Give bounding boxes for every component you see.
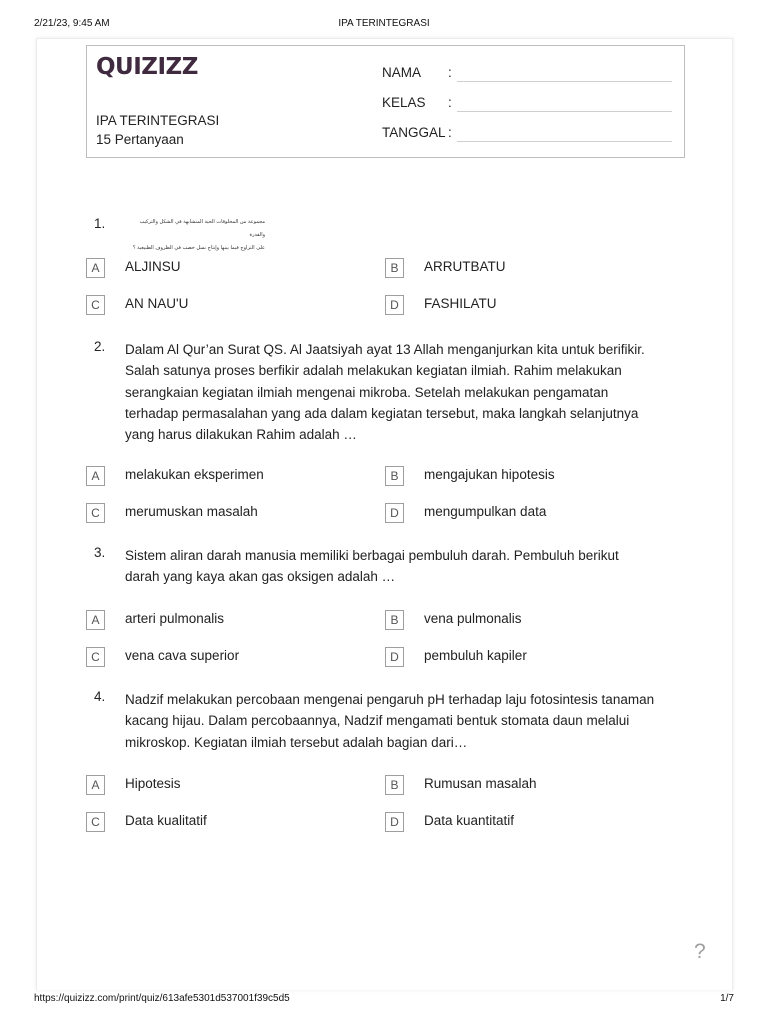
field-label: NAMA (382, 65, 422, 80)
name-field (382, 65, 677, 85)
question-text-line: serangkaian kegiatan ilmiah mengenai mikroba. Setelah melakukan pengamatan (125, 384, 609, 400)
option-text: ARRUTBATU (424, 259, 506, 274)
date-field (382, 125, 677, 145)
option-text: AN NAU'U (125, 296, 189, 311)
question-text-line: kacang hijau. Dalam percobaannya, Nadzif mengamati bentuk stomata daun melalui (125, 713, 630, 729)
option-letter-box: B (385, 775, 404, 795)
option-text: mengumpulkan data (424, 504, 547, 519)
question-text-line: Nadzif melakukan percobaan mengenai pengaruh pH terhadap laju fotosintesis tanaman (125, 692, 655, 707)
option-a[interactable] (86, 466, 366, 486)
option-letter-box: A (86, 466, 105, 486)
option-text: arteri pulmonalis (125, 611, 225, 626)
class-write-line (457, 111, 672, 112)
option-text: vena pulmonalis (424, 611, 522, 626)
option-c[interactable] (86, 647, 366, 667)
question-text (125, 339, 685, 445)
question-number: 1. (94, 216, 106, 231)
option-text: Data kualitatif (125, 813, 207, 828)
question-text-line: mikroskop. Kegiatan ilmiah tersebut adalah bagian dari… (125, 734, 468, 750)
option-letter-box: C (86, 812, 105, 832)
field-colon: : (448, 95, 452, 110)
question-text (125, 545, 685, 588)
option-d[interactable] (385, 503, 665, 523)
option-text: melakukan eksperimen (125, 467, 264, 482)
field-label: KELAS (382, 95, 426, 110)
print-date: 2/21/23, 9:45 AM (34, 18, 110, 29)
question-text-line: على التزاوج فيما بينها وإنتاج نسل خصب في الظروف الطبيعية ؟ (132, 245, 265, 251)
option-letter-box: D (385, 812, 404, 832)
print-header (0, 0, 768, 40)
option-d[interactable] (385, 647, 665, 667)
option-letter-box: A (86, 258, 105, 278)
option-b[interactable] (385, 258, 665, 278)
option-text: vena cava superior (125, 648, 240, 663)
quiz-info-box (86, 45, 685, 158)
option-text: pembuluh kapiler (424, 648, 527, 663)
option-letter-box: B (385, 610, 404, 630)
help-icon[interactable]: ? (694, 940, 706, 963)
question-number: 3. (94, 545, 106, 560)
option-letter-box: A (86, 610, 105, 630)
option-d[interactable] (385, 295, 665, 315)
option-a[interactable] (86, 258, 366, 278)
option-letter-box: B (385, 258, 404, 278)
question-text (125, 689, 685, 753)
question-text-line: darah yang kaya akan gas oksigen adalah … (125, 569, 396, 585)
option-letter-box: B (385, 466, 404, 486)
class-field (382, 95, 677, 115)
option-c[interactable] (86, 295, 366, 315)
question-text-line: Dalam Al Qur’an Surat QS. Al Jaatsiyah ayat 13 Allah menganjurkan kita untuk berifikir. (125, 342, 645, 357)
page-url: https://quizizz.com/print/quiz/613afe5301d537001f39c5d5 (34, 993, 290, 1004)
question-text-line: yang harus dilakukan Rahim adalah … (125, 427, 357, 443)
option-b[interactable] (385, 610, 665, 630)
option-a[interactable] (86, 610, 366, 630)
option-letter-box: C (86, 295, 105, 315)
option-text: Hipotesis (125, 776, 181, 791)
question-text (125, 216, 265, 255)
option-b[interactable] (385, 466, 665, 486)
option-letter-box: D (385, 503, 404, 523)
field-colon: : (448, 65, 452, 80)
quizizz-logo: QUIZIZZ (96, 54, 198, 80)
question-text-line: terhadap permasalahan yang ada dalam kegiatan tersebut, maka langkah selanjutnya (125, 405, 639, 421)
question-number: 2. (94, 339, 106, 354)
field-colon: : (448, 125, 452, 140)
question-text-line: Sistem aliran darah manusia memiliki berbagai pembuluh darah. Pembuluh berikut (125, 548, 619, 563)
option-text: mengajukan hipotesis (424, 467, 555, 482)
option-text: merumuskan masalah (125, 504, 258, 519)
question-text-line: Salah satunya proses berfikir adalah melakukan kegiatan ilmiah. Rahim melakukan (125, 363, 622, 379)
name-write-line (457, 81, 672, 82)
question-count: 15 Pertanyaan (96, 132, 184, 147)
option-text: Data kuantitatif (424, 813, 515, 828)
option-letter-box: C (86, 647, 105, 667)
option-text: ALJINSU (125, 259, 181, 274)
date-write-line (457, 141, 672, 142)
question-text-line: مجموعة من المخلوقات الحية المتشابهة في الشكل والتركيب والقدرة (139, 219, 265, 238)
option-letter-box: A (86, 775, 105, 795)
question-number: 4. (94, 689, 106, 704)
option-c[interactable] (86, 812, 366, 832)
option-b[interactable] (385, 775, 665, 795)
option-d[interactable] (385, 812, 665, 832)
option-letter-box: D (385, 647, 404, 667)
page-number: 1/7 (720, 993, 734, 1004)
option-a[interactable] (86, 775, 366, 795)
print-title: IPA TERINTEGRASI (338, 18, 430, 29)
option-text: FASHILATU (424, 296, 497, 311)
option-letter-box: C (86, 503, 105, 523)
option-letter-box: D (385, 295, 404, 315)
option-c[interactable] (86, 503, 366, 523)
field-label: TANGGAL (382, 125, 446, 140)
quiz-name: IPA TERINTEGRASI (96, 113, 220, 128)
print-footer (0, 990, 768, 1024)
option-text: Rumusan masalah (424, 776, 537, 791)
